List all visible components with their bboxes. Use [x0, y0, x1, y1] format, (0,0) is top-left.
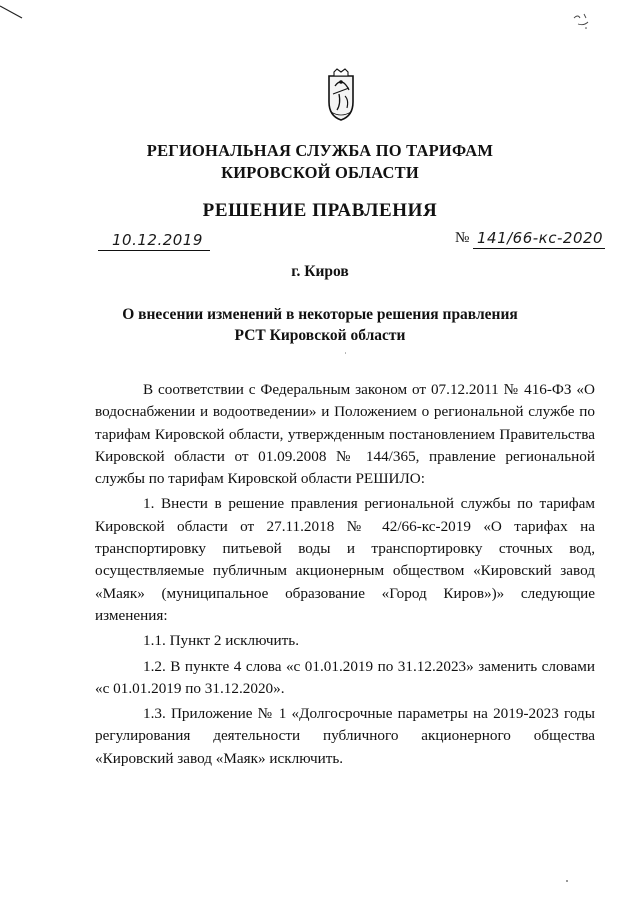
organization-name-line1: РЕГИОНАЛЬНАЯ СЛУЖБА ПО ТАРИФАМ: [146, 141, 494, 160]
margin-scribble-icon: [560, 8, 600, 38]
decision-number-field: [455, 226, 605, 250]
body-paragraph-preamble: В соответствии с Федеральным законом от 07.12.2011 № 416-ФЗ «О водоснабжении и водоотведении» и Положением о региональной службе по тарифам Кировской области, утвержденным постановлением Правительства Кировской области от 01.09.2008 № 144/365, правление региональной службы по тарифам Кировской области РЕШИЛО:: [95, 381, 595, 488]
document-type-title: РЕШЕНИЕ ПРАВЛЕНИЯ: [202, 200, 438, 221]
body-paragraph-item-1-2: 1.2. В пункте 4 слова «с 01.01.2019 по 31.12.2023» заменить словами «с 01.01.2019 по 31.12.2020».: [95, 657, 595, 697]
decision-number-line: [473, 226, 605, 249]
body-paragraph-item-1-1: 1.1. Пункт 2 исключить.: [143, 632, 299, 650]
organization-name-line2: КИРОВСКОЙ ОБЛАСТИ: [221, 163, 419, 182]
body-paragraph-item-1-3: 1.3. Приложение № 1 «Долгосрочные параметры на 2019-2023 годы регулирования деятельности публичного акционерного общества «Кировский завод «Маяк» исключить.: [95, 705, 595, 767]
decision-date: 10.12.2019: [112, 231, 203, 249]
stray-mark: ˙: [344, 351, 347, 361]
number-sign: №: [455, 230, 470, 246]
decision-body: [95, 379, 595, 770]
body-paragraph-item-1: 1. Внести в решение правления региональной службы по тарифам Кировской области от 27.11.2018 № 42/66-кс-2019 «О тарифах на транспортировку питьевой воды и транспортировку сточных вод, осуществляемые публичным акционерным обществом «Кировский завод «Маяк» (муниципальное образование «Город Киров»)» следующие изменения:: [95, 495, 595, 624]
city-name: г. Киров: [291, 263, 349, 280]
subject-line1: О внесении изменений в некоторые решения правления: [122, 306, 518, 323]
coat-of-arms-icon: [319, 68, 363, 126]
scan-dust-mark: [566, 880, 568, 882]
scan-mark-icon: [0, 4, 30, 24]
decision-date-field: [98, 228, 210, 251]
subject-line2: РСТ Кировской области: [234, 327, 406, 344]
decision-number: 141/66-кс-2020: [477, 229, 604, 247]
